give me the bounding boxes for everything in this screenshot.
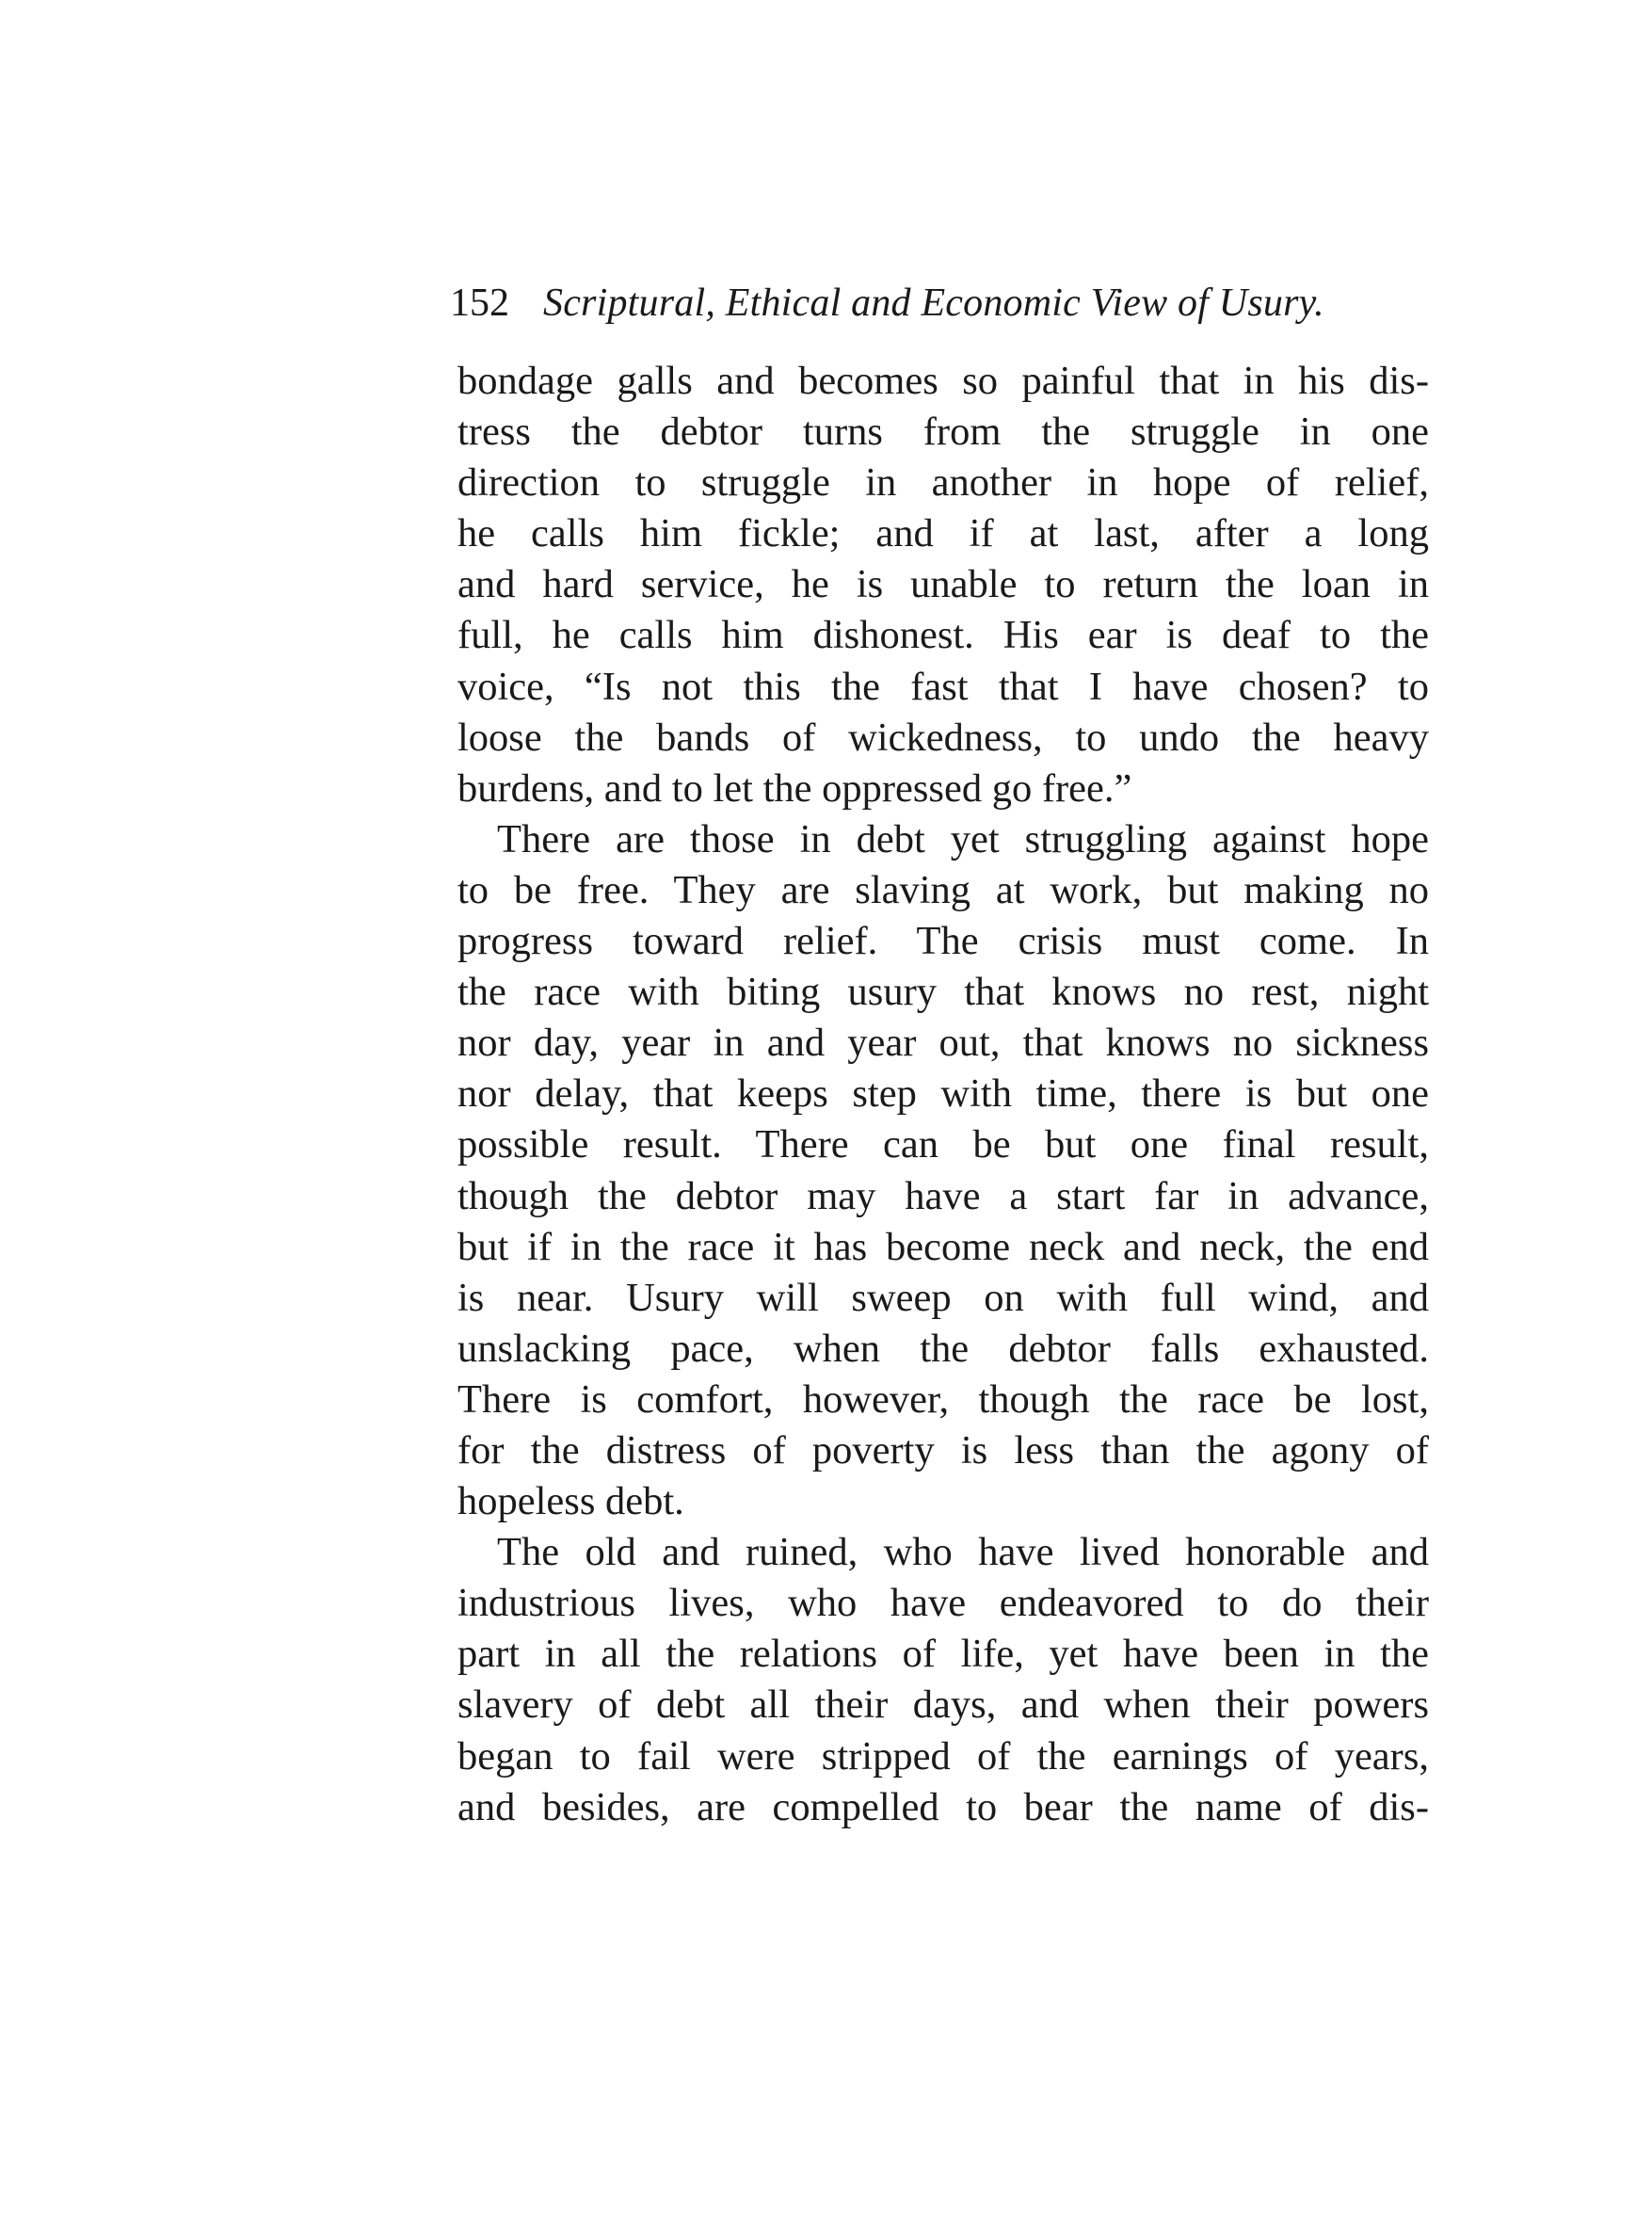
text-line: tress the debtor turns from the struggle in one — [457, 410, 1429, 455]
text-line: to be free. They are slaving at work, but making no — [457, 867, 1429, 912]
paragraph — [457, 356, 1429, 814]
text-line: bondage galls and becomes so painful that in his dis- — [457, 359, 1429, 403]
text-line: industrious lives, who have endeavored to do their — [457, 1581, 1429, 1626]
text-line: progress toward relief. The crisis must come. In — [457, 919, 1429, 964]
text-line: nor delay, that keeps step with time, there is but one — [457, 1071, 1429, 1117]
text-line: direction to struggle in another in hope of relief, — [457, 460, 1429, 506]
text-line: There are those in debt yet struggling against hope — [497, 816, 1429, 861]
text-line: possible result. There can be but one final result, — [457, 1122, 1429, 1167]
running-head — [450, 281, 1429, 341]
text-line: There is comfort, however, though the race be lost, — [457, 1376, 1429, 1422]
running-title: Scriptural, Ethical and Economic View of Usury. — [543, 282, 1324, 325]
text-line: and besides, are compelled to bear the name of dis- — [457, 1784, 1429, 1829]
text-line: part in all the relations of life, yet have been in the — [457, 1632, 1429, 1677]
body-text — [457, 356, 1429, 1833]
text-line: unslacking pace, when the debtor falls exhausted. — [457, 1326, 1429, 1371]
text-line: voice, “Is not this the fast that I have chosen? to — [457, 664, 1429, 709]
text-line: he calls him fickle; and if at last, after a long — [457, 511, 1429, 556]
text-line: hopeless debt. — [457, 1479, 684, 1524]
text-line: for the distress of poverty is less than the agony of — [457, 1427, 1429, 1473]
text-line: burdens, and to let the oppressed go free.” — [457, 765, 1132, 811]
text-line: is near. Usury will sweep on with full wind, and — [457, 1275, 1429, 1320]
paragraph — [457, 1527, 1429, 1833]
paragraph — [457, 814, 1429, 1527]
text-line: full, he calls him dishonest. His ear is deaf to the — [457, 613, 1429, 658]
text-line: the race with biting usury that knows no rest, night — [457, 970, 1429, 1015]
text-line: loose the bands of wickedness, to undo the heavy — [457, 715, 1429, 760]
text-line: The old and ruined, who have lived honorable and — [497, 1530, 1429, 1575]
text-line: though the debtor may have a start far in advance, — [457, 1173, 1429, 1218]
text-line: and hard service, he is unable to return the loan in — [457, 562, 1429, 607]
text-line: nor day, year in and year out, that knows no sickness — [457, 1021, 1429, 1066]
text-line: but if in the race it has become neck and neck, the end — [457, 1224, 1429, 1269]
text-line: began to fail were stripped of the earnings of years, — [457, 1733, 1429, 1778]
text-line: slavery of debt all their days, and when their powers — [457, 1682, 1429, 1728]
page-number: 152 — [450, 282, 509, 325]
